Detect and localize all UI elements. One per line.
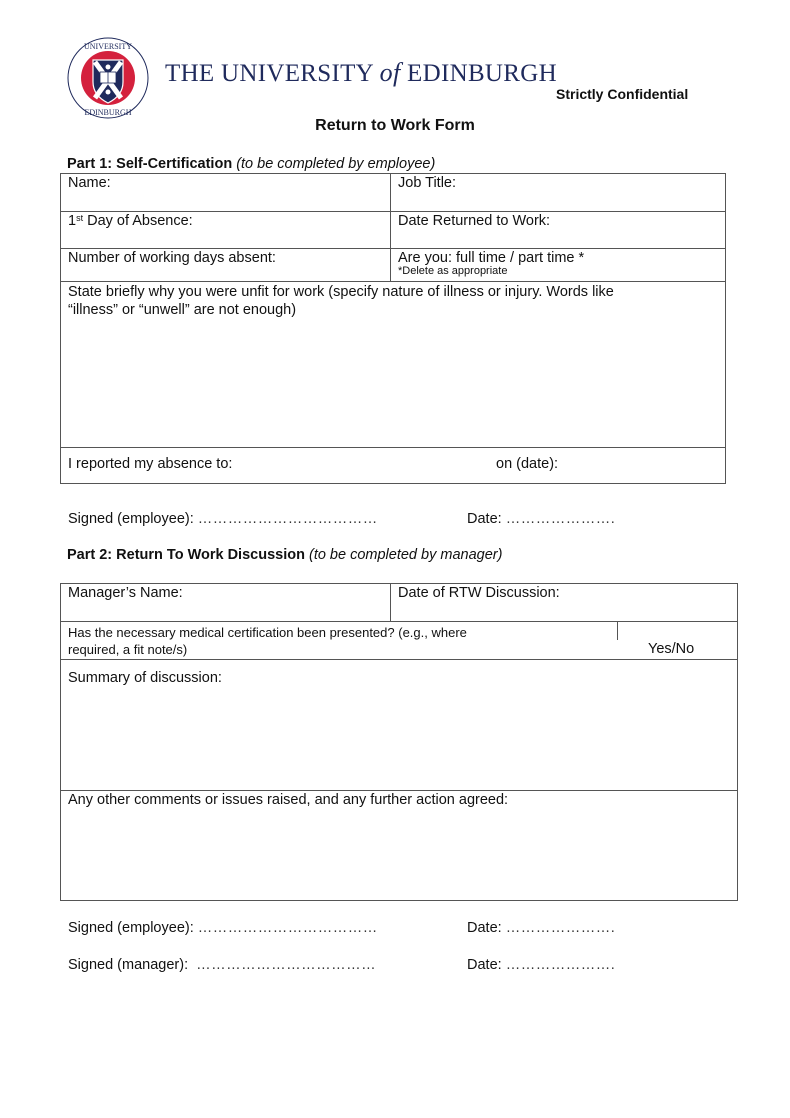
absence-reason-label-line2: “illness” or “unwell” are not enough) bbox=[68, 302, 297, 318]
name-field[interactable] bbox=[61, 174, 390, 211]
part2-table bbox=[60, 583, 738, 901]
absence-reason-field[interactable] bbox=[61, 282, 725, 447]
part1-heading: Part 1: Self-Certification (to be completed by employee) bbox=[67, 156, 436, 172]
date-returned-field[interactable] bbox=[391, 212, 725, 248]
medical-cert-label-line1: Has the necessary medical certification been presented? (e.g., where bbox=[68, 625, 467, 640]
manager-signature-line[interactable]: Signed (manager): ……………………………… bbox=[68, 957, 377, 973]
employment-type-label: Are you: full time / part time * bbox=[398, 250, 585, 266]
on-date-label: on (date): bbox=[496, 456, 559, 472]
name-label: Name: bbox=[68, 175, 111, 191]
working-days-absent-field[interactable] bbox=[61, 249, 390, 281]
employee-date-line[interactable]: Date: …………………. bbox=[467, 511, 616, 527]
employee-signature-line-2[interactable]: Signed (employee): ……………………………… bbox=[68, 920, 378, 936]
date-returned-label: Date Returned to Work: bbox=[398, 213, 551, 229]
summary-label: Summary of discussion: bbox=[68, 670, 222, 686]
svg-text:UNIVERSITY: UNIVERSITY bbox=[84, 42, 132, 51]
delete-note: *Delete as appropriate bbox=[398, 265, 508, 277]
reported-to-label: I reported my absence to: bbox=[68, 456, 233, 472]
employment-type-field[interactable] bbox=[391, 249, 725, 281]
manager-name-label: Manager’s Name: bbox=[68, 585, 183, 601]
reported-absence-field[interactable] bbox=[61, 448, 725, 483]
absence-reason-label-line1: State briefly why you were unfit for work (specify nature of illness or injury. Words like bbox=[68, 284, 614, 300]
first-day-absence-label: 1st Day of Absence: bbox=[68, 213, 193, 229]
employee-signature-line[interactable]: Signed (employee): ……………………………… bbox=[68, 511, 378, 527]
manager-name-field[interactable] bbox=[61, 584, 390, 621]
university-crest-icon bbox=[66, 36, 150, 120]
medical-certification-field bbox=[61, 622, 617, 659]
form-title: Return to Work Form bbox=[315, 117, 475, 134]
rtw-date-label: Date of RTW Discussion: bbox=[398, 585, 560, 601]
working-days-absent-label: Number of working days absent: bbox=[68, 250, 276, 266]
svg-text:EDINBURGH: EDINBURGH bbox=[84, 108, 132, 117]
first-day-absence-field[interactable] bbox=[61, 212, 390, 248]
job-title-label: Job Title: bbox=[398, 175, 457, 191]
manager-date-line[interactable]: Date: …………………. bbox=[467, 957, 616, 973]
job-title-field[interactable] bbox=[391, 174, 725, 211]
medical-cert-label-line2: required, a fit note/s) bbox=[68, 642, 188, 657]
part2-heading: Part 2: Return To Work Discussion (to be completed by manager) bbox=[67, 547, 503, 563]
university-wordmark: THE UNIVERSITY of EDINBURGH bbox=[165, 58, 557, 87]
other-comments-field[interactable] bbox=[61, 791, 737, 900]
rtw-date-field[interactable] bbox=[391, 584, 737, 621]
employee-date-line-2[interactable]: Date: …………………. bbox=[467, 920, 616, 936]
confidential-label: Strictly Confidential bbox=[556, 86, 689, 102]
discussion-summary-field[interactable] bbox=[61, 660, 737, 790]
yes-no-selector[interactable]: Yes/No bbox=[648, 641, 695, 657]
part1-table bbox=[60, 173, 726, 484]
other-comments-label: Any other comments or issues raised, and any further action agreed: bbox=[68, 792, 509, 808]
